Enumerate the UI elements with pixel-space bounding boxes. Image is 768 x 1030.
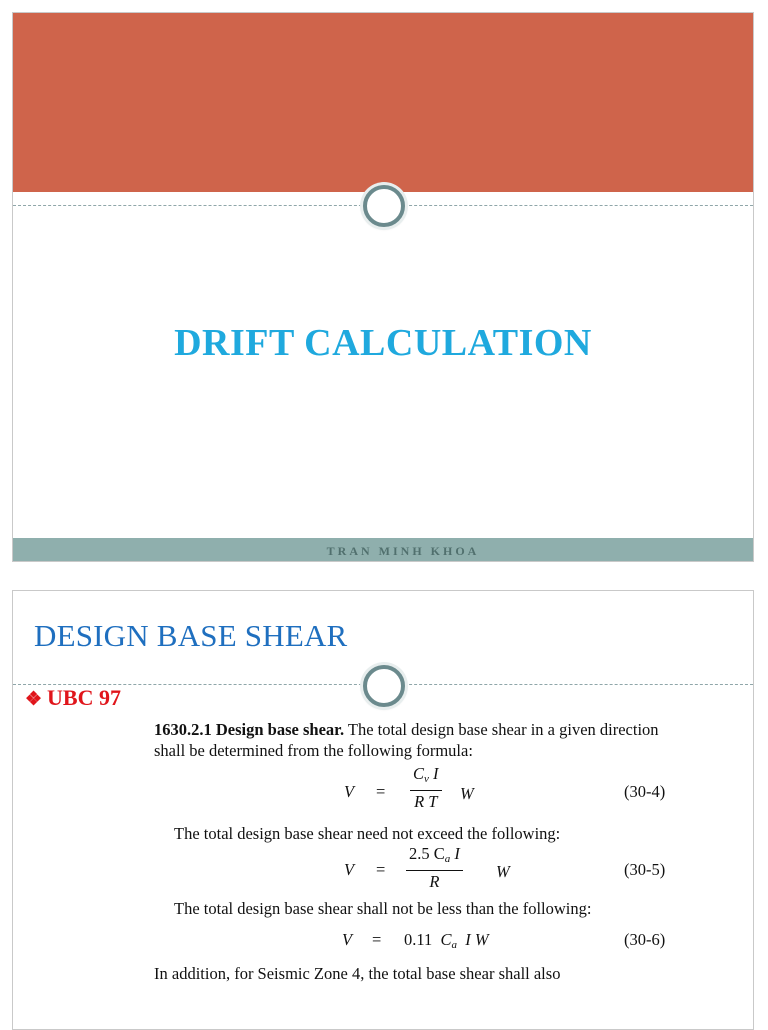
title-slide xyxy=(12,12,754,562)
eq-tag: (30-6) xyxy=(624,930,666,949)
bullet-text: UBC 97 xyxy=(47,685,121,710)
eq-rest: I W xyxy=(465,930,489,949)
eq-tag: (30-4) xyxy=(624,782,666,801)
circle-ornament-icon xyxy=(363,185,405,227)
equation-30-4 xyxy=(154,761,674,819)
eq-rhs: W xyxy=(460,784,474,803)
paragraph-min: The total design base shear shall not be less than the following: xyxy=(174,899,592,918)
eq-lhs: V xyxy=(342,930,353,949)
eq-num-a-sub: v xyxy=(424,773,429,785)
header-band xyxy=(13,13,753,192)
eq-lhs: V xyxy=(344,782,355,801)
code-excerpt xyxy=(154,719,674,984)
slide-heading: DESIGN BASE SHEAR xyxy=(34,618,348,653)
diamond-bullet-icon: ❖ xyxy=(25,689,43,710)
eq-num-a: 2.5 C xyxy=(409,844,445,863)
eq-num-a-sub: a xyxy=(444,853,451,865)
slide-title: DRIFT CALCULATION xyxy=(174,322,592,364)
equation-30-6 xyxy=(154,919,674,955)
intro-text: The total design base shear in a given direction shall be determined from the following formula: xyxy=(154,720,659,760)
section-paragraph xyxy=(154,719,674,761)
author-name: TRAN MINH KHOA xyxy=(326,544,480,558)
eq-sign: = xyxy=(376,860,386,879)
paragraph-zone4: In addition, for Seismic Zone 4, the total base shear shall also xyxy=(154,964,561,983)
eq-fraction xyxy=(410,764,442,811)
footer-band xyxy=(13,538,753,562)
content-slide xyxy=(12,590,754,1030)
eq-c: C xyxy=(440,930,452,949)
section-heading: Design base shear. xyxy=(215,720,345,739)
eq-numerator xyxy=(406,844,463,871)
bullet-item xyxy=(25,685,121,711)
section-number: 1630.2.1 xyxy=(154,720,212,739)
eq-denominator: R T xyxy=(414,792,438,811)
eq-sign: = xyxy=(376,782,386,801)
eq-lhs: V xyxy=(344,860,355,879)
eq-sign: = xyxy=(372,930,382,949)
equation-30-5 xyxy=(154,844,674,896)
eq-c-sub: a xyxy=(451,939,458,951)
eq-num-b: I xyxy=(454,844,460,863)
eq-num-a: C xyxy=(413,764,425,783)
eq-coefficient: 0.11 xyxy=(404,930,433,949)
eq-num-b: I xyxy=(433,764,439,783)
eq-denominator: R xyxy=(429,872,440,891)
eq-rhs: W xyxy=(496,862,510,881)
circle-ornament-icon xyxy=(363,665,405,707)
eq-numerator xyxy=(410,764,442,791)
eq-fraction xyxy=(406,844,463,891)
eq-expression xyxy=(404,929,489,956)
eq-tag: (30-5) xyxy=(624,860,666,879)
paragraph-max: The total design base shear need not exceed the following: xyxy=(174,824,561,843)
